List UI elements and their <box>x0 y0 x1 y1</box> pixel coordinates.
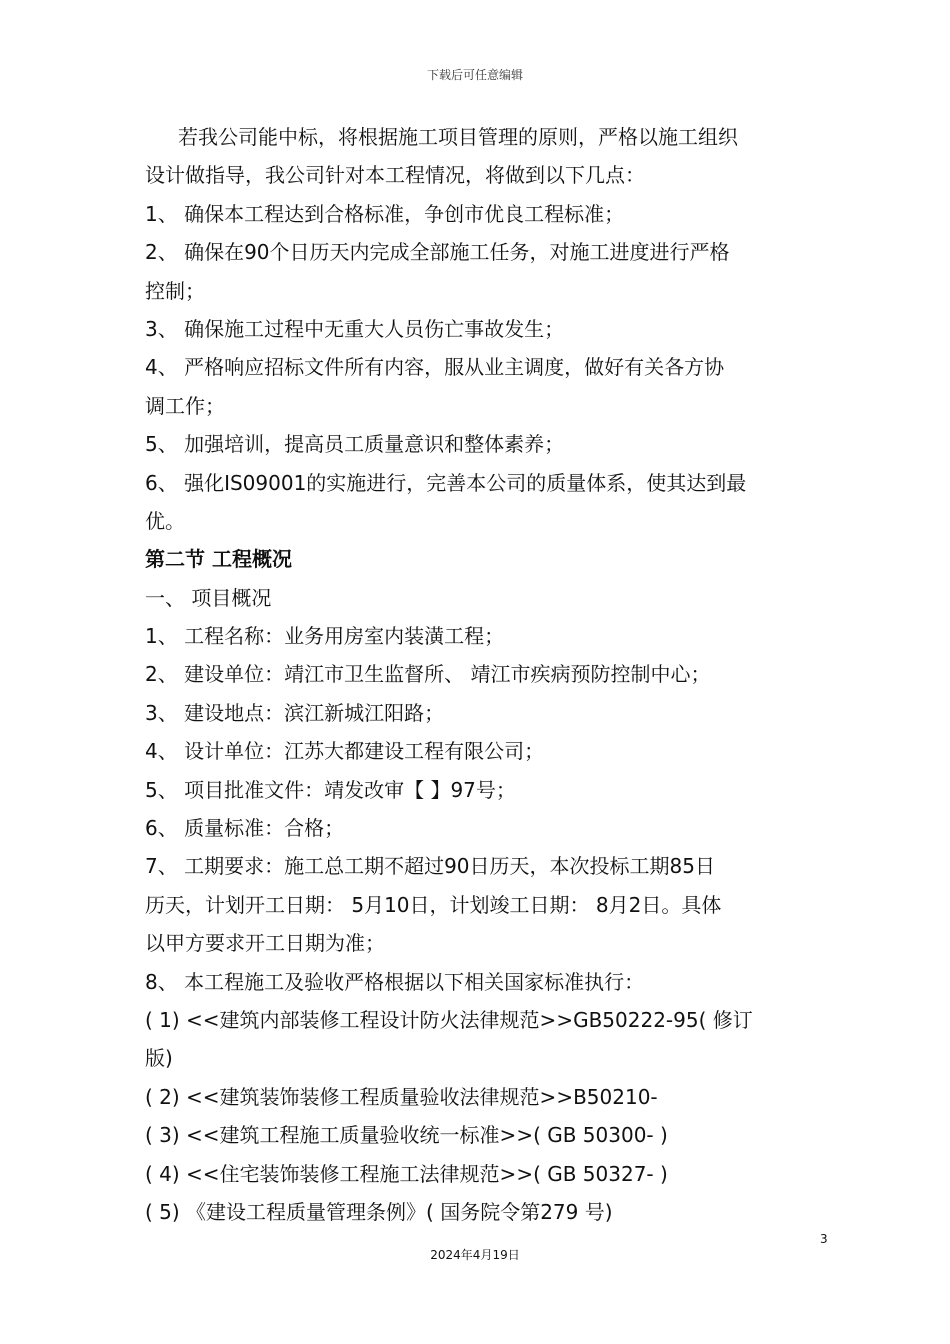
standard-item: ( 4) <<住宅装饰装修工程施工法律规范>>( GB 50327- ) <box>145 1161 668 1186</box>
list-item: 2、 建设单位：靖江市卫生监督所、 靖江市疾病预防控制中心； <box>145 662 711 687</box>
document-body <box>145 118 835 1231</box>
list-item: 5、 项目批准文件：靖发改审【 】97号； <box>145 777 516 802</box>
section-heading: 第二节 工程概况 <box>145 547 292 572</box>
list-item: 7、 工期要求：施工总工期不超过90日历天，本次投标工期85日 <box>145 854 715 879</box>
list-item: 3、 建设地点：滨江新城江阳路； <box>145 700 445 725</box>
standard-item: ( 5) 《建设工程质量管理条例》( 国务院令第279 号) <box>145 1199 613 1224</box>
list-item: 4、 设计单位：江苏大都建设工程有限公司； <box>145 739 545 764</box>
list-item: 5、 加强培训，提高员工质量意识和整体素养； <box>145 432 565 457</box>
page-header: 下载后可任意编辑 <box>426 68 523 82</box>
standard-item: ( 3) <<建筑工程施工质量验收统一标准>>( GB 50300- ) <box>145 1123 668 1148</box>
list-item-continuation: 以甲方要求开工日期为准； <box>145 931 385 956</box>
standard-item: ( 1) <<建筑内部装修工程设计防火法律规范>>GB50222-95( 修订 <box>145 1007 753 1032</box>
subsection-heading: 一、 项目概况 <box>145 585 272 610</box>
list-item: 4、 严格响应招标文件所有内容，服从业主调度，做好有关各方协 <box>145 355 725 380</box>
list-item: 8、 本工程施工及验收严格根据以下相关国家标准执行： <box>145 969 645 994</box>
page-number: 3 <box>820 1232 828 1246</box>
list-item-continuation: 优。 <box>145 508 185 533</box>
paragraph-line: 若我公司能中标，将根据施工项目管理的原则，严格以施工组织 <box>178 125 738 149</box>
page-footer-date: 2024年4月19日 <box>430 1248 520 1262</box>
list-item: 2、 确保在90个日历天内完成全部施工任务，对施工进度进行严格 <box>145 240 730 265</box>
list-item: 3、 确保施工过程中无重大人员伤亡事故发生； <box>145 316 565 341</box>
list-item-continuation: 控制； <box>145 278 205 303</box>
standard-item-continuation: 版) <box>145 1046 173 1071</box>
list-item: 6、 质量标准：合格； <box>145 816 345 841</box>
list-item: 1、 确保本工程达到合格标准，争创市优良工程标准； <box>145 201 625 226</box>
paragraph-line: 设计做指导，我公司针对本工程情况，将做到以下几点： <box>145 163 645 188</box>
standard-item: ( 2) <<建筑装饰装修工程质量验收法律规范>>B50210- <box>145 1084 658 1109</box>
list-item-continuation: 历天，计划开工日期： 5月10日，计划竣工日期： 8月2日。具体 <box>145 892 722 917</box>
list-item: 6、 强化IS09001的实施进行，完善本公司的质量体系，使其达到最 <box>145 470 747 495</box>
list-item: 1、 工程名称：业务用房室内装潢工程； <box>145 624 505 649</box>
list-item-continuation: 调工作； <box>145 393 225 418</box>
